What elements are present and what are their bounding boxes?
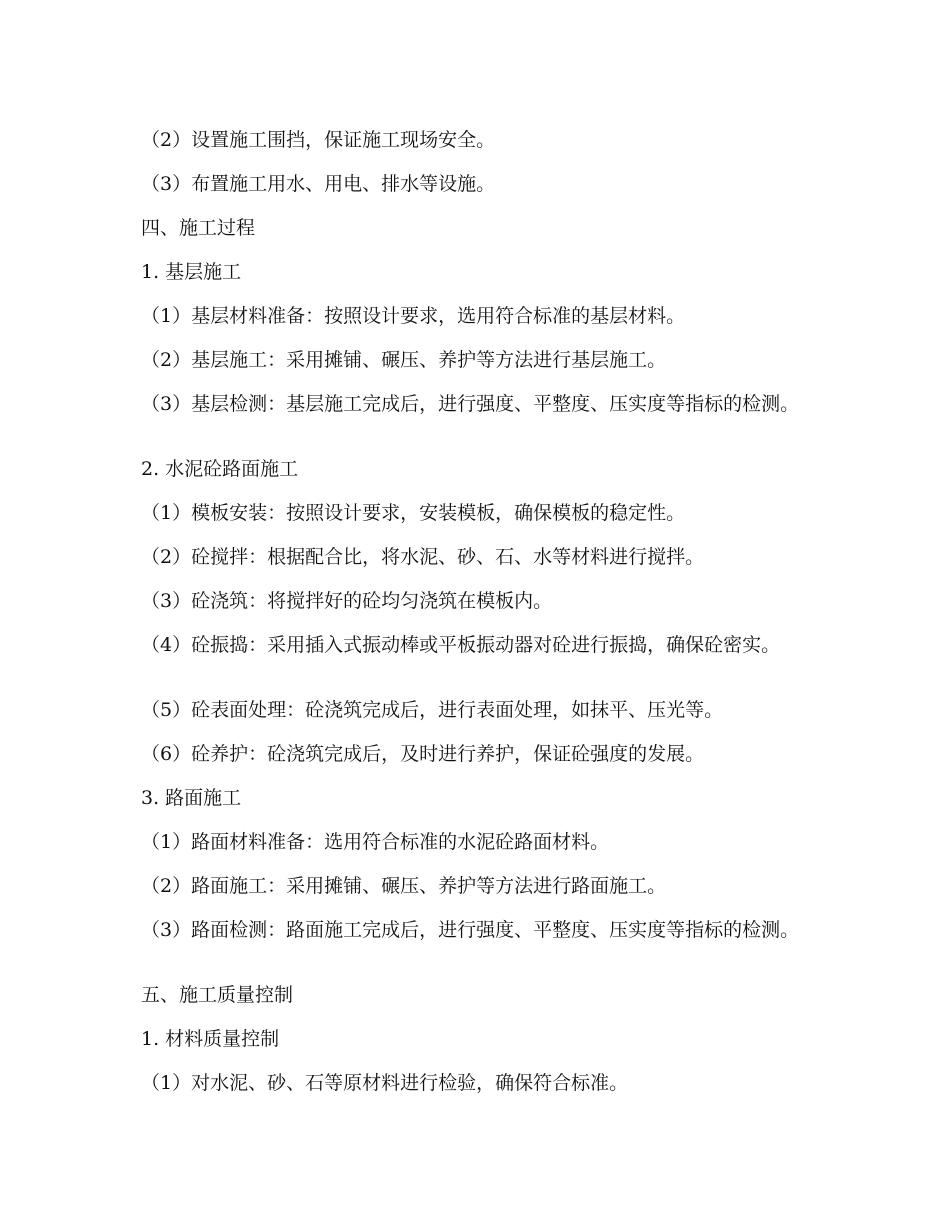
paragraph-concrete-4: （4）砼振捣：采用插入式振动棒或平板振动器对砼进行振捣，确保砼密实。 — [141, 634, 781, 656]
paragraph-base-2: （2）基层施工：采用摊铺、碾压、养护等方法进行基层施工。 — [141, 349, 667, 371]
paragraph-concrete-3: （3）砼浇筑：将搅拌好的砼均匀浇筑在模板内。 — [141, 590, 553, 612]
paragraph-base-1: （1）基层材料准备：按照设计要求，选用符合标准的基层材料。 — [141, 305, 686, 327]
paragraph-concrete-5: （5）砼表面处理：砼浇筑完成后，进行表面处理，如抹平、压光等。 — [141, 699, 724, 721]
subsection-heading-material-quality: 1. 材料质量控制 — [141, 1028, 280, 1050]
paragraph-concrete-6: （6）砼养护：砼浇筑完成后，及时进行养护，保证砼强度的发展。 — [141, 743, 705, 765]
paragraph-prep-2: （2）设置施工围挡，保证施工现场安全。 — [141, 129, 496, 151]
subsection-heading-concrete-pavement: 2. 水泥砼路面施工 — [141, 458, 299, 480]
paragraph-base-3: （3）基层检测：基层施工完成后，进行强度、平整度、压实度等指标的检测。 — [141, 393, 800, 415]
paragraph-concrete-2: （2）砼搅拌：根据配合比，将水泥、砂、石、水等材料进行搅拌。 — [141, 546, 705, 568]
paragraph-pavement-2: （2）路面施工：采用摊铺、碾压、养护等方法进行路面施工。 — [141, 875, 667, 897]
section-heading-construction-process: 四、施工过程 — [141, 217, 256, 239]
document-body — [141, 129, 809, 1116]
paragraph-prep-3: （3）布置施工用水、用电、排水等设施。 — [141, 173, 496, 195]
paragraph-pavement-1: （1）路面材料准备：选用符合标准的水泥砼路面材料。 — [141, 831, 610, 853]
section-heading-quality-control: 五、施工质量控制 — [141, 984, 294, 1006]
subsection-heading-pavement: 3. 路面施工 — [141, 787, 242, 809]
paragraph-concrete-1: （1）模板安装：按照设计要求，安装模板，确保模板的稳定性。 — [141, 502, 686, 524]
paragraph-material-1: （1）对水泥、砂、石等原材料进行检验，确保符合标准。 — [141, 1072, 629, 1094]
subsection-heading-base-layer: 1. 基层施工 — [141, 261, 242, 283]
paragraph-pavement-3: （3）路面检测：路面施工完成后，进行强度、平整度、压实度等指标的检测。 — [141, 919, 800, 941]
